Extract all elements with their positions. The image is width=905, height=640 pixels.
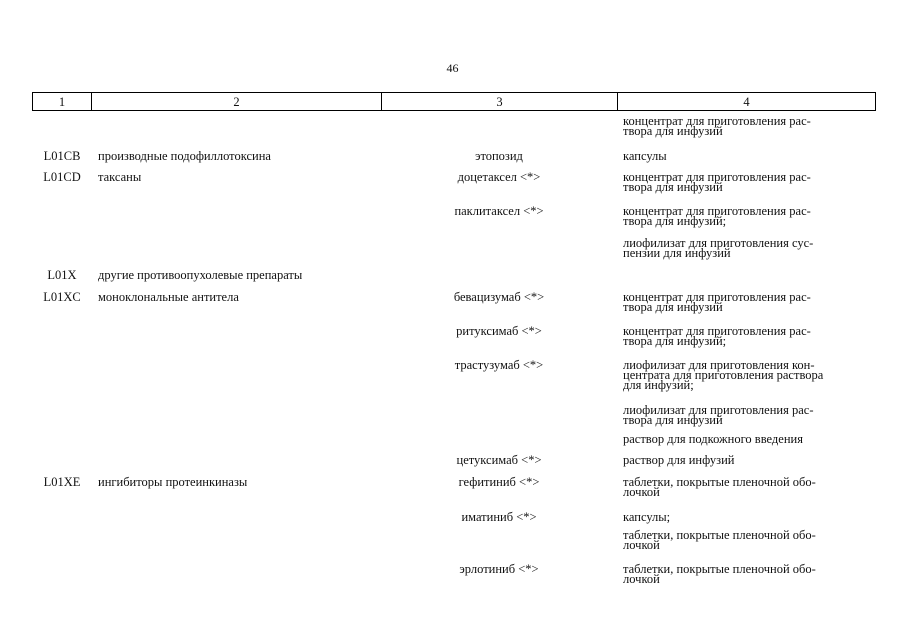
dosage-form-line: концентрат для приготовления рас- <box>623 114 811 128</box>
atc-group-name: моноклональные антитела <box>98 290 239 304</box>
table-header-cell-4: 4 <box>617 92 876 111</box>
dosage-form-line: для инфузий; <box>623 378 694 392</box>
dosage-form-line: раствор для инфузий <box>623 453 735 467</box>
dosage-form-line: концентрат для приготовления рас- <box>623 324 811 338</box>
drug-name: доцетаксел <*> <box>457 170 541 184</box>
dosage-form <box>623 564 883 584</box>
atc-code: L01XC <box>43 290 81 304</box>
atc-code: L01CB <box>43 149 81 163</box>
dosage-form-line: таблетки, покрытые пленочной обо- <box>623 528 816 542</box>
dosage-form-line: капсулы <box>623 149 667 163</box>
dosage-form <box>623 172 883 192</box>
dosage-form-line: лочкой <box>623 485 660 499</box>
dosage-form <box>623 434 883 444</box>
dosage-form <box>623 116 883 136</box>
table-header-cell-1: 1 <box>32 92 91 111</box>
dosage-form <box>623 206 883 226</box>
page-number: 46 <box>446 61 459 75</box>
dosage-form <box>623 477 883 497</box>
atc-code: L01X <box>47 268 77 282</box>
dosage-form-line: твора для инфузий <box>623 413 723 427</box>
drug-name: ритуксимаб <*> <box>456 324 542 338</box>
dosage-form <box>623 292 883 312</box>
drug-name: цетуксимаб <*> <box>456 453 542 467</box>
atc-group-name: другие противоопухолевые препараты <box>98 268 303 282</box>
drug-name: бевацизумаб <*> <box>453 290 545 304</box>
dosage-form-line: твора для инфузий <box>623 300 723 314</box>
dosage-form-line: лочкой <box>623 572 660 586</box>
dosage-form-line: лиофилизат для приготовления рас- <box>623 403 814 417</box>
dosage-form-line: лиофилизат для приготовления сус- <box>623 236 814 250</box>
dosage-form <box>623 238 883 258</box>
dosage-form-line: лиофилизат для приготовления кон- <box>623 358 815 372</box>
dosage-form <box>623 151 883 161</box>
dosage-form-line: концентрат для приготовления рас- <box>623 170 811 184</box>
dosage-form-line: твора для инфузий; <box>623 334 727 348</box>
dosage-form <box>623 512 883 522</box>
dosage-form <box>623 405 883 425</box>
dosage-form-line: концентрат для приготовления рас- <box>623 204 811 218</box>
dosage-form-line: концентрат для приготовления рас- <box>623 290 811 304</box>
drug-name: паклитаксел <*> <box>454 204 544 218</box>
dosage-form-line: таблетки, покрытые пленочной обо- <box>623 562 816 576</box>
dosage-form-line: твора для инфузий <box>623 180 723 194</box>
dosage-form-line: твора для инфузий; <box>623 214 727 228</box>
dosage-form <box>623 455 883 465</box>
atc-group-name: ингибиторы протеинкиназы <box>98 475 248 489</box>
dosage-form <box>623 360 883 390</box>
dosage-form-line: таблетки, покрытые пленочной обо- <box>623 475 816 489</box>
table-header-cell-2: 2 <box>91 92 381 111</box>
drug-name: эрлотиниб <*> <box>459 562 539 576</box>
drug-name: этопозид <box>475 149 523 163</box>
dosage-form-line: твора для инфузий <box>623 124 723 138</box>
atc-group-name: таксаны <box>98 170 142 184</box>
drug-name: гефитиниб <*> <box>458 475 540 489</box>
atc-code: L01CD <box>43 170 81 184</box>
dosage-form-line: раствор для подкожного введения <box>623 432 803 446</box>
dosage-form <box>623 326 883 346</box>
drug-name: трастузумаб <*> <box>454 358 544 372</box>
atc-group-name: производные подофиллотоксина <box>98 149 271 163</box>
drug-name: иматиниб <*> <box>461 510 537 524</box>
dosage-form-line: пензии для инфузий <box>623 246 731 260</box>
atc-code: L01XE <box>43 475 81 489</box>
dosage-form-line: капсулы; <box>623 510 671 524</box>
table-header-cell-3: 3 <box>381 92 617 111</box>
dosage-form <box>623 530 883 550</box>
dosage-form-line: центрата для приготовления раствора <box>623 368 824 382</box>
dosage-form-line: лочкой <box>623 538 660 552</box>
